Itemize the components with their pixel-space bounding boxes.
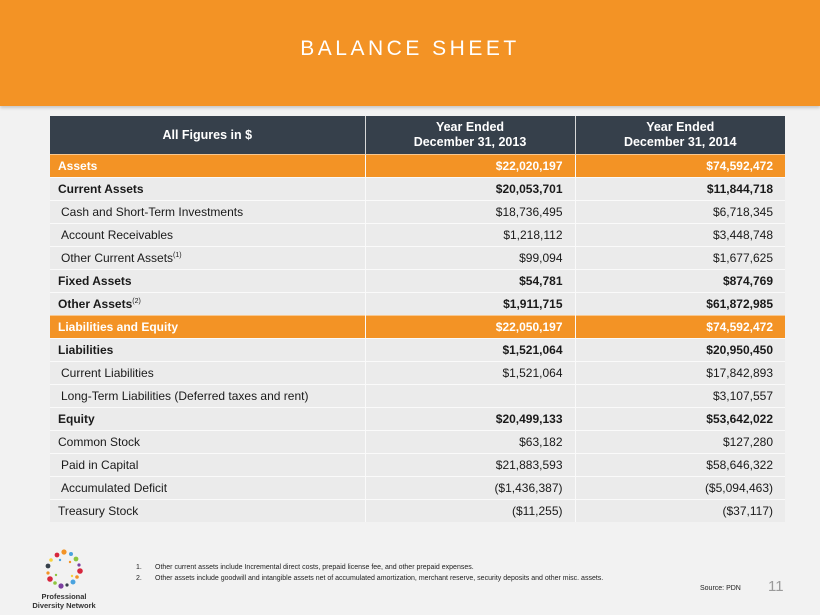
value-y2013: $1,521,064 <box>365 362 575 385</box>
row-label <box>50 155 365 178</box>
row-label <box>50 293 365 316</box>
row-label <box>50 385 365 408</box>
value-y2014: $53,642,022 <box>575 408 785 431</box>
table-header-row <box>50 116 785 155</box>
value-y2014: ($5,094,463) <box>575 477 785 500</box>
column-header-text: All Figures in $ <box>162 127 253 142</box>
row-label-text: Assets <box>58 159 98 173</box>
row-label <box>50 408 365 431</box>
row-label-text: Paid in Capital <box>61 458 139 472</box>
row-label <box>50 454 365 477</box>
row-label <box>50 224 365 247</box>
row-label-text: Long-Term Liabilities (Deferred taxes and rent) <box>61 389 309 403</box>
value-y2014: $3,107,557 <box>575 385 785 408</box>
footnote-number: 1. <box>136 564 142 571</box>
row-label-text: Liabilities <box>58 343 114 357</box>
footnotes <box>136 563 603 584</box>
column-header-2014 <box>575 116 785 155</box>
table-row <box>50 362 785 385</box>
footnote-marker: (1) <box>173 252 182 259</box>
value-y2013: $22,020,197 <box>365 155 575 178</box>
value-y2013: ($11,255) <box>365 500 575 523</box>
company-logo <box>24 548 104 612</box>
value-y2013 <box>365 385 575 408</box>
row-label <box>50 500 365 523</box>
value-y2014: $11,844,718 <box>575 178 785 201</box>
value-y2013: $22,050,197 <box>365 316 575 339</box>
table-row <box>50 408 785 431</box>
row-label-text: Current Assets <box>58 182 144 196</box>
table-row <box>50 178 785 201</box>
value-y2014: $74,592,472 <box>575 155 785 178</box>
column-header-line2: December 31, 2014 <box>623 135 737 149</box>
table-row <box>50 270 785 293</box>
title-banner <box>0 0 820 106</box>
table-row <box>50 224 785 247</box>
value-y2014: $3,448,748 <box>575 224 785 247</box>
column-header-2013 <box>365 116 575 155</box>
value-y2014: $61,872,985 <box>575 293 785 316</box>
row-label <box>50 316 365 339</box>
footnote-number: 2. <box>136 574 142 582</box>
footnote <box>136 574 603 585</box>
row-label <box>50 270 365 293</box>
footnote <box>136 563 603 574</box>
value-y2013: $20,053,701 <box>365 178 575 201</box>
value-y2013: $63,182 <box>365 431 575 454</box>
value-y2013: $54,781 <box>365 270 575 293</box>
column-header-line1: Year Ended <box>435 120 505 134</box>
value-y2013: $21,883,593 <box>365 454 575 477</box>
logo-line-2: Diversity Network <box>32 601 96 610</box>
row-label-text: Accumulated Deficit <box>61 481 168 495</box>
row-label <box>50 431 365 454</box>
value-y2014: $874,769 <box>575 270 785 293</box>
row-label-text: Fixed Assets <box>58 274 132 288</box>
value-y2014: $17,842,893 <box>575 362 785 385</box>
value-y2013: $18,736,495 <box>365 201 575 224</box>
page-title: BALANCE SHEET <box>300 37 520 60</box>
value-y2014: $127,280 <box>575 431 785 454</box>
footnote-marker: (2) <box>132 298 141 305</box>
row-label-text: Other Assets <box>58 297 133 311</box>
table-row <box>50 477 785 500</box>
row-label-text: Treasury Stock <box>58 504 139 518</box>
row-label <box>50 362 365 385</box>
row-label <box>50 247 365 270</box>
row-label-text: Common Stock <box>58 435 141 449</box>
table-row <box>50 454 785 477</box>
row-label-text: Liabilities and Equity <box>58 320 179 334</box>
column-header-label <box>50 116 365 155</box>
table-row <box>50 431 785 454</box>
footnote-text: Other current assets include Incremental direct costs, prepaid license fee, and other prepaid expenses. <box>155 564 474 571</box>
table-row <box>50 385 785 408</box>
value-y2014: $74,592,472 <box>575 316 785 339</box>
row-label-text: Equity <box>58 412 95 426</box>
footnote-text: Other assets include goodwill and intangible assets net of accumulated amortization, merchant reserve, security deposits and other misc. assets. <box>155 574 604 582</box>
row-label-text: Cash and Short-Term Investments <box>61 205 244 219</box>
value-y2014: $20,950,450 <box>575 339 785 362</box>
row-label-text: Current Liabilities <box>61 366 154 380</box>
row-label <box>50 178 365 201</box>
value-y2014: $1,677,625 <box>575 247 785 270</box>
table-row <box>50 201 785 224</box>
column-header-line2: December 31, 2013 <box>413 135 527 149</box>
value-y2013: $1,911,715 <box>365 293 575 316</box>
table-row <box>50 293 785 316</box>
value-y2013: $1,521,064 <box>365 339 575 362</box>
value-y2014: $58,646,322 <box>575 454 785 477</box>
row-label-text: Account Receivables <box>61 228 174 242</box>
value-y2014: ($37,117) <box>575 500 785 523</box>
column-header-line1: Year Ended <box>646 120 715 134</box>
table-row <box>50 155 785 178</box>
table-row <box>50 247 785 270</box>
value-y2013: $99,094 <box>365 247 575 270</box>
row-label <box>50 201 365 224</box>
logo-dots-icon <box>24 548 104 592</box>
value-y2013: $20,499,133 <box>365 408 575 431</box>
row-label <box>50 477 365 500</box>
table-row <box>50 500 785 523</box>
table-row <box>50 339 785 362</box>
page-number: 11 <box>768 578 784 595</box>
table-row <box>50 316 785 339</box>
value-y2014: $6,718,345 <box>575 201 785 224</box>
row-label <box>50 339 365 362</box>
source-note: Source: PDN <box>700 585 741 592</box>
value-y2013: $1,218,112 <box>365 224 575 247</box>
balance-sheet-table <box>50 116 785 522</box>
logo-line-1: Professional <box>41 592 87 601</box>
row-label-text: Other Current Assets <box>61 251 174 265</box>
value-y2013: ($1,436,387) <box>365 477 575 500</box>
